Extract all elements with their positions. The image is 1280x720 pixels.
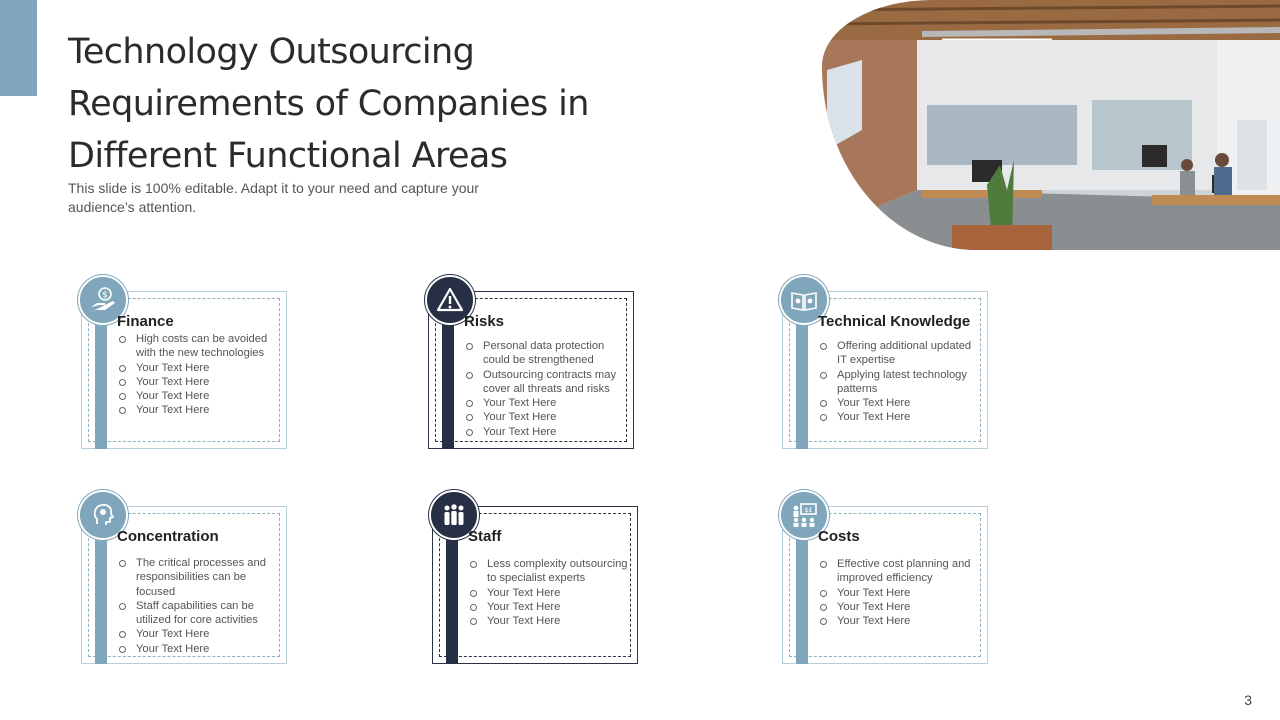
money-hand-icon xyxy=(88,285,118,315)
card-bullet-list xyxy=(117,332,280,418)
list-item: Your Text Here xyxy=(117,375,280,389)
list-item: Applying latest technology patterns xyxy=(818,368,981,397)
card-risks xyxy=(428,291,634,449)
open-book-gears-icon xyxy=(789,285,819,315)
list-item: Your Text Here xyxy=(468,614,631,628)
list-item: Your Text Here xyxy=(464,425,627,439)
list-item: Less complexity outsourcing to specialist experts xyxy=(468,557,631,586)
list-item: Your Text Here xyxy=(818,600,981,614)
list-item: Your Text Here xyxy=(818,614,981,628)
warning-icon xyxy=(435,285,465,315)
card-title: Staff xyxy=(468,528,502,545)
card-finance xyxy=(81,291,287,449)
card-staff xyxy=(432,506,638,664)
list-item: Your Text Here xyxy=(464,396,627,410)
card-title: Costs xyxy=(818,528,860,545)
office-photo xyxy=(822,0,1280,250)
list-item: High costs can be avoided with the new technologies xyxy=(117,332,280,361)
card-title: Risks xyxy=(464,313,505,330)
card-bullet-list xyxy=(468,557,631,628)
head-focus-icon xyxy=(88,500,118,530)
list-item: Staff capabilities can be utilized for core activities xyxy=(117,599,280,628)
list-item: Your Text Here xyxy=(468,600,631,614)
list-item: Your Text Here xyxy=(117,361,280,375)
card-concentration xyxy=(81,506,287,664)
list-item: Offering additional updated IT expertise xyxy=(818,339,981,368)
card-title: Finance xyxy=(117,313,174,330)
list-item: Your Text Here xyxy=(818,396,981,410)
team-people-icon xyxy=(439,500,469,530)
card-title: Technical Knowledge xyxy=(818,313,971,330)
card-technical-knowledge xyxy=(782,291,988,449)
list-item: The critical processes and responsibilities can be focused xyxy=(117,556,280,599)
list-item: Your Text Here xyxy=(468,586,631,600)
card-bullet-list xyxy=(818,557,981,628)
cost-presentation-icon xyxy=(789,500,819,530)
page-subtitle: This slide is 100% editable. Adapt it to your need and capture your audience’s attention. xyxy=(68,180,479,215)
svg-text:$: $ xyxy=(102,290,108,301)
list-item: Effective cost planning and improved efficiency xyxy=(818,557,981,586)
list-item: Personal data protection could be strengthened xyxy=(464,339,627,368)
list-item: Your Text Here xyxy=(818,410,981,424)
card-bullet-list xyxy=(117,556,280,656)
card-costs xyxy=(782,506,988,664)
list-item: Your Text Here xyxy=(117,627,280,641)
list-item: Outsourcing contracts may cover all threats and risks xyxy=(464,368,627,397)
card-bullet-list xyxy=(464,339,627,439)
list-item: Your Text Here xyxy=(117,389,280,403)
list-item: Your Text Here xyxy=(818,586,981,600)
list-item: Your Text Here xyxy=(117,642,280,656)
list-item: Your Text Here xyxy=(117,403,280,417)
page-number: 3 xyxy=(1244,692,1252,708)
list-item: Your Text Here xyxy=(464,410,627,424)
card-title: Concentration xyxy=(117,528,219,545)
svg-text:$£: $£ xyxy=(804,506,813,514)
corner-accent-block xyxy=(0,0,37,96)
page-title: Technology Outsourcing Requirements of Companies in Different Functional Areas xyxy=(68,32,589,176)
card-bullet-list xyxy=(818,339,981,425)
